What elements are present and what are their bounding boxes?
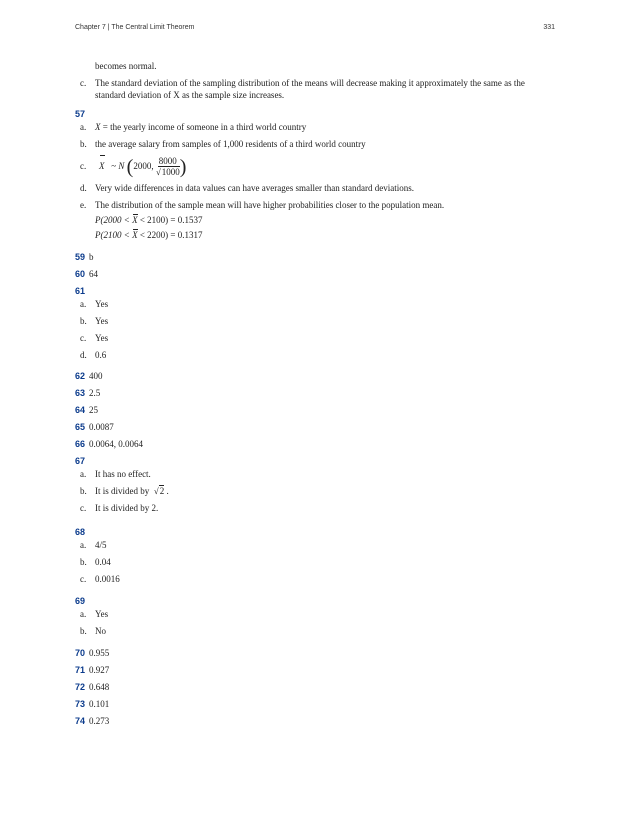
answer-73: 73 0.101 (75, 699, 110, 709)
q57-answer-d: d. Very wide differences in data values can have averages smaller than standard deviations. (80, 183, 414, 193)
std-error-fraction: $\frac{8000}{√1000}$ (155, 156, 180, 178)
probability-1: P(2000 < X < 2100) = 0.1537 (95, 215, 203, 225)
question-69: 69 (75, 596, 86, 606)
q67-answer-a: a. It has no effect. (80, 469, 151, 479)
answer-71: 71 0.927 (75, 665, 110, 675)
question-57 (75, 108, 557, 120)
q68-answer-b: b. 0.04 (80, 557, 111, 567)
q61-answer-c: c. Yes (80, 333, 109, 343)
q69-answer-b: b. No (80, 626, 106, 636)
q61-answer-b: b. Yes (80, 316, 109, 326)
answer-64: 64 25 (75, 405, 99, 415)
answer-65: 65 0.0087 (75, 422, 114, 432)
probability-2: P(2100 < X < 2200) = 0.1317 (95, 230, 203, 240)
chapter-title: Chapter 7 | The Central Limit Theorem (75, 24, 195, 31)
q69-answer-a: a. Yes (80, 609, 109, 619)
q67-answer-c: c. It is divided by 2. (80, 503, 159, 513)
page-header (75, 24, 555, 38)
prev-answer-c: c. The standard deviation of the sampling distribution of the means will decrease making it approximately the same as the standard deviation of X as the sample size increases. (80, 78, 525, 100)
page-number: 331 (543, 24, 555, 31)
continued-text: becomes normal. (95, 61, 157, 71)
answer-59: 59 b (75, 252, 94, 262)
answer-62: 62 400 (75, 371, 103, 381)
question-number: 57 (75, 109, 86, 119)
answer-70: 70 0.955 (75, 648, 110, 658)
question-61: 61 (75, 286, 86, 296)
q61-answer-a: a. Yes (80, 299, 109, 309)
answer-74: 74 0.273 (75, 716, 110, 726)
question-67: 67 (75, 456, 86, 466)
answer-66: 66 0.0064, 0.0064 (75, 439, 144, 449)
distribution-formula: X ~ N (2000, $\frac{8000}{√1000}$ ) (99, 155, 187, 178)
q68-answer-a: a. 4/5 (80, 540, 107, 550)
answer-63: 63 2.5 (75, 388, 101, 398)
q57-answer-e: e. The distribution of the sample mean will have higher probabilities closer to the population mean. P(2000 < X < 2100) = 0.1537 P(2100 < X < 2200) = 0.1317 (75, 199, 557, 241)
q68-answer-c: c. 0.0016 (80, 574, 120, 584)
q67-answer-b: b. It is divided by √2 . (80, 486, 169, 496)
question-68: 68 (75, 527, 86, 537)
q57-answer-a: a. X = the yearly income of someone in a third world country (80, 122, 307, 132)
q61-answer-d: d. 0.6 (80, 350, 107, 360)
answer-60: 60 64 (75, 269, 99, 279)
q57-answer-c: c. X ~ N (2000, $\frac{8000}{√1000}$ ) (80, 155, 187, 178)
answer-key (75, 60, 557, 732)
answer-72: 72 0.648 (75, 682, 110, 692)
q57-answer-b: b. the average salary from samples of 1,000 residents of a third world country (80, 139, 366, 149)
